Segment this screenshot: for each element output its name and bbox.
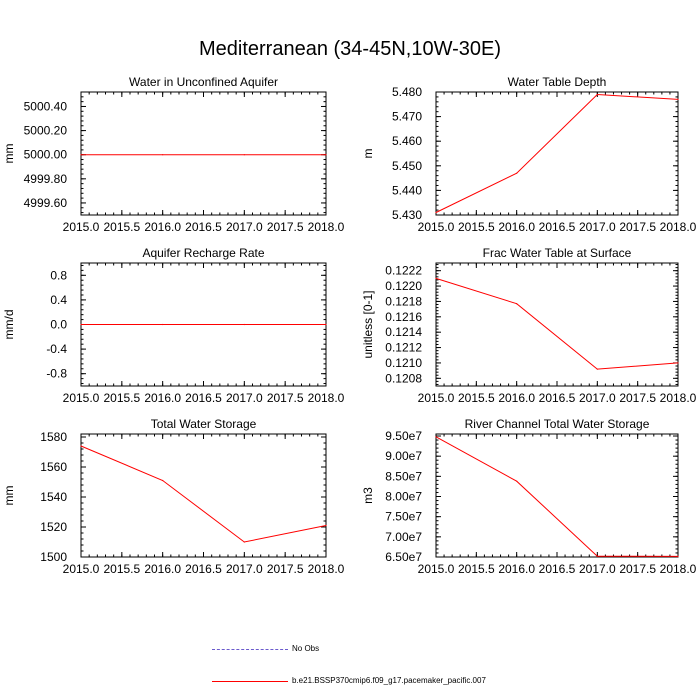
x-tick-label: 2015.5 <box>457 391 495 405</box>
x-tick-label: 2016.5 <box>538 562 576 576</box>
y-tick-label: 5.480 <box>391 85 422 99</box>
series-line <box>436 437 678 557</box>
y-tick-label: 0.8 <box>50 268 67 283</box>
chart-panel-1 <box>2 75 345 234</box>
x-tick-label: 2016.5 <box>185 220 222 234</box>
y-tick-label: 5.460 <box>391 134 422 149</box>
x-tick-label: 2017.5 <box>266 220 304 234</box>
y-tick-label: 4999.80 <box>23 171 67 186</box>
data-point <box>162 154 163 155</box>
y-tick-label: 0.4 <box>50 292 67 307</box>
panel-title: Water Table Depth <box>507 75 607 89</box>
data-point <box>677 362 678 363</box>
x-tick-label: 2015.5 <box>457 562 495 576</box>
x-tick-label: 2017.0 <box>578 220 616 234</box>
chart-panel-5 <box>2 417 345 576</box>
data-point <box>435 436 436 437</box>
y-tick-label: -0.4 <box>46 342 67 357</box>
y-tick-label: 0.1222 <box>385 263 422 278</box>
y-tick-label: 1500 <box>40 550 67 564</box>
x-tick-label: 2017.5 <box>619 562 657 576</box>
data-point <box>516 481 517 482</box>
data-point <box>516 303 517 304</box>
data-point <box>597 368 598 369</box>
y-tick-label: 0.1210 <box>385 355 422 370</box>
x-tick-label: 2018.0 <box>659 391 697 405</box>
x-tick-label: 2017.5 <box>619 391 657 405</box>
plot-frame <box>436 92 678 215</box>
x-tick-label: 2015.5 <box>103 562 141 576</box>
x-tick-label: 2015.5 <box>103 391 141 405</box>
y-tick-label: 5.450 <box>391 158 422 173</box>
x-tick-label: 2017.5 <box>266 391 304 405</box>
series-line <box>436 95 678 213</box>
y-axis-label: m <box>361 148 375 159</box>
x-tick-label: 2015.0 <box>417 391 455 405</box>
x-tick-label: 2017.0 <box>578 562 616 576</box>
x-tick-label: 2015.5 <box>103 220 141 234</box>
data-point <box>162 480 163 481</box>
x-tick-label: 2018.0 <box>307 562 345 576</box>
x-tick-label: 2016.5 <box>185 391 222 405</box>
x-tick-label: 2017.0 <box>578 391 616 405</box>
x-tick-label: 2017.5 <box>619 220 657 234</box>
y-tick-label: 5000.00 <box>23 147 67 162</box>
y-tick-label: 1580 <box>40 430 67 444</box>
y-tick-label: 1520 <box>40 520 67 534</box>
data-point <box>516 173 517 174</box>
data-point <box>325 154 326 155</box>
y-axis-label: mm <box>2 485 16 506</box>
panel-title: Water in Unconfined Aquifer <box>129 75 278 89</box>
data-point <box>244 541 245 542</box>
x-tick-label: 2015.0 <box>62 391 100 405</box>
y-tick-label: 9.00e7 <box>385 449 422 464</box>
y-tick-label: 0.1216 <box>385 309 422 324</box>
chart-panel-4 <box>361 246 697 405</box>
y-axis-label: m3 <box>361 487 375 504</box>
x-tick-label: 2016.0 <box>498 562 536 576</box>
figure-title: Mediterranean (34-45N,10W-30E) <box>198 38 501 60</box>
y-tick-label: 0.1218 <box>385 294 422 309</box>
x-tick-label: 2015.5 <box>457 220 495 234</box>
panel-title: Total Water Storage <box>150 417 257 431</box>
y-tick-label: 5.440 <box>391 183 422 198</box>
chart-panel-3 <box>2 246 345 405</box>
data-point <box>597 556 598 557</box>
legend-swatch-dashed <box>212 649 288 650</box>
chart-panel-2 <box>361 75 697 234</box>
y-tick-label: 0.1208 <box>385 371 422 386</box>
x-tick-label: 2018.0 <box>659 562 697 576</box>
x-tick-label: 2016.5 <box>185 562 222 576</box>
y-tick-label: 9.50e7 <box>385 429 422 444</box>
y-tick-label: 1560 <box>40 460 67 474</box>
data-point <box>80 154 81 155</box>
plot-frame <box>81 92 326 215</box>
x-tick-label: 2017.0 <box>225 391 263 405</box>
y-tick-label: 6.50e7 <box>385 550 422 564</box>
series-line <box>81 446 326 542</box>
data-point <box>244 154 245 155</box>
x-tick-label: 2015.0 <box>62 220 100 234</box>
x-tick-label: 2017.0 <box>225 562 263 576</box>
legend-swatch-solid <box>212 681 288 682</box>
plot-frame <box>81 434 326 557</box>
x-tick-label: 2016.5 <box>538 391 576 405</box>
data-point <box>244 324 245 325</box>
y-tick-label: 7.50e7 <box>385 509 422 524</box>
x-tick-label: 2018.0 <box>307 391 345 405</box>
x-tick-label: 2016.0 <box>144 562 182 576</box>
y-tick-label: 5.430 <box>391 208 422 222</box>
x-tick-label: 2017.0 <box>225 220 263 234</box>
data-point <box>677 99 678 100</box>
data-point <box>325 324 326 325</box>
y-tick-label: 8.50e7 <box>385 469 422 484</box>
panel-title: Aquifer Recharge Rate <box>142 246 265 260</box>
data-point <box>162 324 163 325</box>
y-tick-label: -0.8 <box>46 366 67 381</box>
y-tick-label: 8.00e7 <box>385 489 422 504</box>
x-tick-label: 2016.0 <box>498 220 536 234</box>
y-axis-label: unitless [0-1] <box>361 290 375 359</box>
x-tick-label: 2018.0 <box>659 220 697 234</box>
panel-title: River Channel Total Water Storage <box>464 417 650 431</box>
data-point <box>80 445 81 446</box>
x-tick-label: 2016.5 <box>538 220 576 234</box>
panel-title: Frac Water Table at Surface <box>482 246 632 260</box>
y-tick-label: 0.1220 <box>385 279 422 294</box>
y-tick-label: 1540 <box>40 490 67 504</box>
plot-frame <box>436 434 678 557</box>
plot-frame <box>436 263 678 386</box>
y-tick-label: 5000.40 <box>23 99 67 114</box>
y-axis-label: mm <box>2 143 16 164</box>
y-tick-label: 5000.20 <box>23 123 67 138</box>
data-point <box>677 556 678 557</box>
x-tick-label: 2016.0 <box>498 391 536 405</box>
x-tick-label: 2016.0 <box>144 220 182 234</box>
legend-label-model-run: b.e21.BSSP370cmip6.f09_g17.pacemaker_pacific.007 <box>292 676 486 685</box>
y-tick-label: 5.470 <box>391 109 422 124</box>
x-tick-label: 2017.5 <box>266 562 304 576</box>
y-tick-label: 7.00e7 <box>385 529 422 544</box>
y-tick-label: 4999.60 <box>23 195 67 210</box>
data-point <box>597 94 598 95</box>
x-tick-label: 2015.0 <box>62 562 100 576</box>
x-tick-label: 2018.0 <box>307 220 345 234</box>
y-tick-label: 0.1212 <box>385 340 422 355</box>
data-point <box>325 525 326 526</box>
x-tick-label: 2015.0 <box>417 220 455 234</box>
x-tick-label: 2015.0 <box>417 562 455 576</box>
y-tick-label: 0.1214 <box>385 325 422 340</box>
series-line <box>436 278 678 369</box>
data-point <box>80 324 81 325</box>
data-point <box>435 278 436 279</box>
data-point <box>435 212 436 213</box>
x-tick-label: 2016.0 <box>144 391 182 405</box>
legend-label-no-obs: No Obs <box>292 644 320 653</box>
y-axis-label: mm/d <box>2 309 16 340</box>
y-tick-label: 0.0 <box>50 317 67 332</box>
chart-panel-6 <box>361 417 697 576</box>
